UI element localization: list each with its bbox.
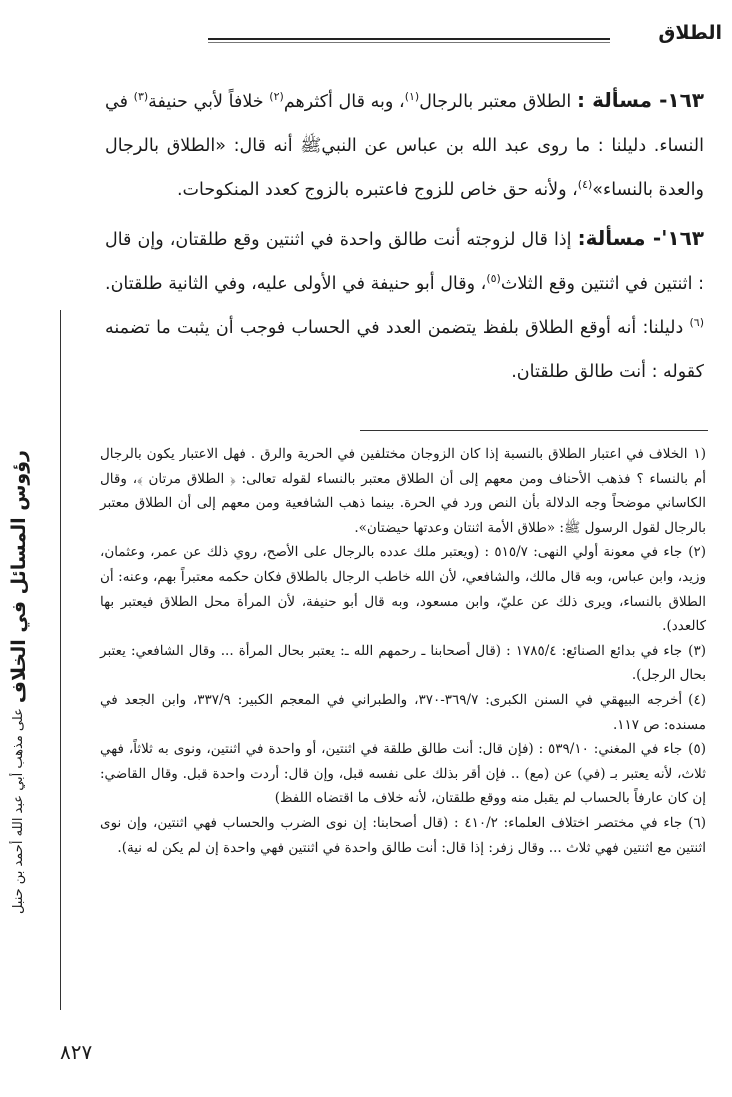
- footnote-divider: [360, 430, 708, 431]
- footnotes: [100, 442, 706, 860]
- footnote-6: (٦)جاء في مختصر اختلاف العلماء: ٤١٠/٢ : (قال أصحابنا: إن نوى الضرب والحساب فهي اثنتين، وإن نوى اثنتين مع اثنتين فهي ثلاث ... وقال زفر: إذا قال: أنت طالق واحدة في اثنتين فهي واحدة إن لم يكن له نية).: [100, 814, 706, 856]
- main-text: [105, 78, 704, 398]
- issue-163-b: ١٦٣'- مسألة: إذا قال لزوجته أنت طالق واحدة في اثنتين وقع طلقتان، وإن قال : اثنتين في اثنتين وقع الثلاث$^{(٥)}$، وقال أبو حنيفة في الأولى عليه، وفي الثانية طلقتان.$^{(٦)}$ دليلنا: أنه أوقع الطلاق بلفظ يتضمن العدد في الحساب فوجب أن يثبت ما تضمنه كقوله : أنت طالق طلقتان.: [105, 226, 704, 382]
- footnote-1: (١الخلاف في اعتبار الطلاق بالنسبة إذا كان الزوجان مختلفين في الحرية والرق . فهل الاعتبار يكون بالرجال أم بالنساء ؟ فذهب الأحناف ومن معهم إلى أن الطلاق معتبر بالنساء لقوله تعالى: ﴿ الطلاق مرتان ﴾، وقال الكاساني موضحاً وجه الدلالة بأن النص ورد في الحرة. بينما ذهب الشافعية ومن معهم إلى أن الطلاق معتبر بالرجال لقول الرسول ﷺ: «طلاق الأمة اثنتان وعدتها حيضتان».: [100, 446, 706, 536]
- issue-163: ١٦٣- مسألة : الطلاق معتبر بالرجال$^{(١)}$، وبه قال أكثرهم$^{(٢)}$ خلافاً لأبي حنيفة$^{(٣)}$ في النساء. دليلنا : ما روى عبد الله بن عباس عن النبيﷺ أنه قال: «الطلاق بالرجال والعدة بالنساء»$^{(٤)}$، ولأنه حق خاص للزوج فاعتبره بالزوج كعدد المنكوحات.: [105, 88, 704, 200]
- footnote-ref: (٦): [689, 316, 704, 330]
- book-subtitle: على مذهب أبي عبد الله أحمد بن حنبل: [11, 708, 26, 915]
- footnote-ref: (٤): [577, 178, 593, 192]
- footnote-ref: (٣): [133, 90, 149, 104]
- running-header: [190, 22, 730, 62]
- issue-label: ١٦٣- مسألة :: [576, 88, 704, 112]
- footnote-2: (٢)جاء في معونة أولي النهى: ٥١٥/٧ : (ويعتبر ملك عدده بالرجال على الأصح، روي ذلك عن عمر، وعثمان، وزيد، وابن عباس، وبه قال مالك، والشافعي، لأن الله خاطب الرجال بالطلاق فكان حكمه معتبراً بهم، وعنه: أن الطلاق بالنساء، ويرى ذلك عن عليّ، وابن مسعود، وبه قال أبو حنيفة، لأن المرأة محل الطلاق فيعتبر بها كالعدد).: [100, 544, 707, 635]
- footnote-ref: (٢): [269, 90, 284, 104]
- page-number: ٨٢٧: [60, 1040, 93, 1064]
- spine-text: [8, 450, 68, 914]
- header-rule: [208, 38, 610, 43]
- book-title: رؤوس المسائل في الخلاف: [8, 450, 30, 704]
- footnote-ref: (١): [404, 90, 420, 104]
- issue-label: ١٦٣'- مسألة:: [577, 226, 704, 250]
- book-spine: [0, 300, 80, 1060]
- footnote-3: (٣)جاء في بدائع الصنائع: ١٧٨٥/٤ : (قال أصحابنا ـ رحمهم الله ـ: يعتبر بحال المرأة ... وقال الشافعي: يعتبر بحال الرجل).: [100, 642, 706, 684]
- chapter-title: الطلاق: [658, 22, 722, 44]
- footnote-5: (٥)جاء في المغني: ٥٣٩/١٠ : (فإن قال: أنت طالق طلقة في اثنتين، أو واحدة في اثنتين، ونوى به ثلاثاً، فهي ثلاث، لأنه يعتبر بـ (في) عن (مع) .. فإن أقر بذلك على نفسه قبل، وإن قال: أردت واحدة قبل. وقال القاضي: إن كان عارفاً بالحساب لم يقبل منه ووقع طلقتان، لأنه خلاف ما اقتضاه اللفظ): [100, 741, 706, 807]
- footnote-4: (٤)أخرجه البيهقي في السنن الكبرى: ٣٦٩/٧-٣٧٠، والطبراني في المعجم الكبير: ٣٣٧/٩، وابن الجعد في مسنده: ص ١١٧.: [100, 691, 706, 733]
- footnote-ref: (٥): [486, 272, 501, 286]
